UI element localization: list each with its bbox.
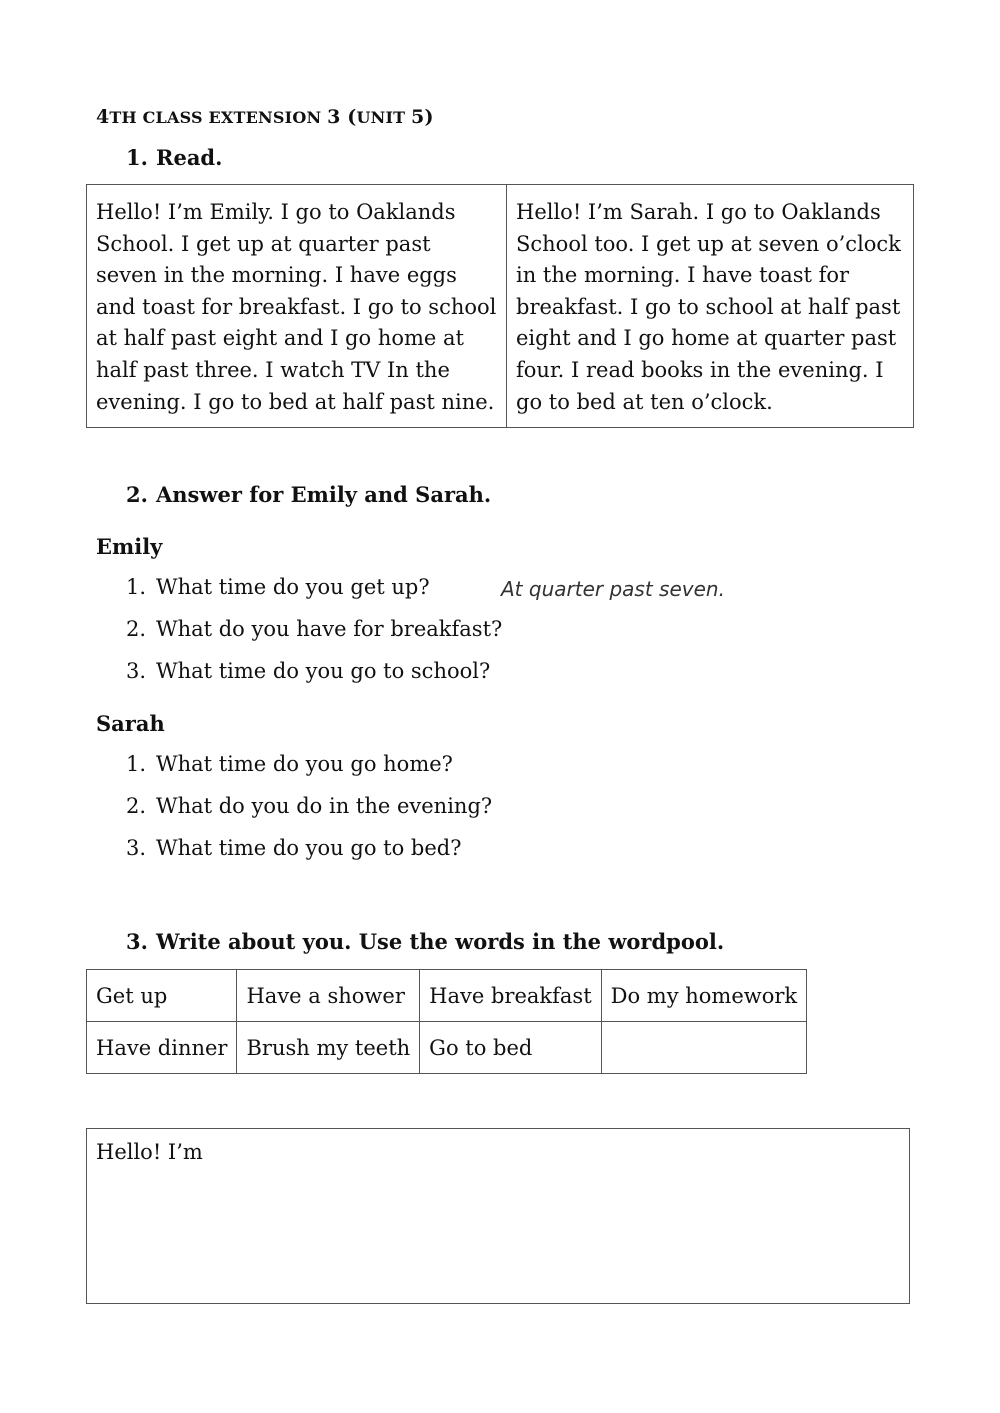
wordpool-cell: Have breakfast: [420, 970, 601, 1022]
sarah-question-2: 2. What do you do in the evening?: [126, 794, 493, 818]
wordpool-cell-empty: [601, 1022, 807, 1074]
emily-text-cell: Hello! I’m Emily. I go to Oaklands School. I get up at quarter past seven in the morning. I have eggs and toast for breakfast. I go to school at half past eight and I go home at half past three. I watch TV In the evening. I go to bed at half past nine.: [87, 185, 507, 428]
section2-heading: 2. Answer for Emily and Sarah.: [126, 482, 492, 507]
section1-heading: 1. Read.: [126, 145, 223, 170]
wordpool-cell: Have dinner: [87, 1022, 237, 1074]
wordpool-cell: Get up: [87, 970, 237, 1022]
emily-question-3: 3. What time do you go to school?: [126, 659, 491, 683]
wordpool-cell: Go to bed: [420, 1022, 601, 1074]
wordpool-cell: Do my homework: [601, 970, 807, 1022]
sarah-text-cell: Hello! I’m Sarah. I go to Oaklands School too. I get up at seven o’clock in the morning. I have toast for breakfast. I go to school at half past eight and I go home at quarter past four. I read books in the evening. I go to bed at ten o’clock.: [507, 185, 914, 428]
emily-subheading: Emily: [96, 534, 163, 559]
sarah-question-1: 1. What time do you go home?: [126, 752, 453, 776]
reading-table: [86, 184, 914, 428]
emily-question-1: 1. What time do you get up?: [126, 575, 430, 599]
worksheet-header: 4TH CLASS EXTENSION 3 (UNIT 5): [96, 106, 434, 128]
wordpool-table: [86, 969, 807, 1074]
sarah-question-3: 3. What time do you go to bed?: [126, 836, 462, 860]
section3-heading: 3. Write about you. Use the words in the wordpool.: [126, 929, 725, 954]
writing-box[interactable]: [86, 1128, 910, 1304]
wordpool-cell: Brush my teeth: [237, 1022, 420, 1074]
emily-question-2: 2. What do you have for breakfast?: [126, 617, 503, 641]
writing-start-text: Hello! I’m: [96, 1140, 203, 1164]
emily-answer-1[interactable]: At quarter past seven.: [501, 577, 725, 601]
sarah-subheading: Sarah: [96, 711, 165, 736]
wordpool-cell: Have a shower: [237, 970, 420, 1022]
